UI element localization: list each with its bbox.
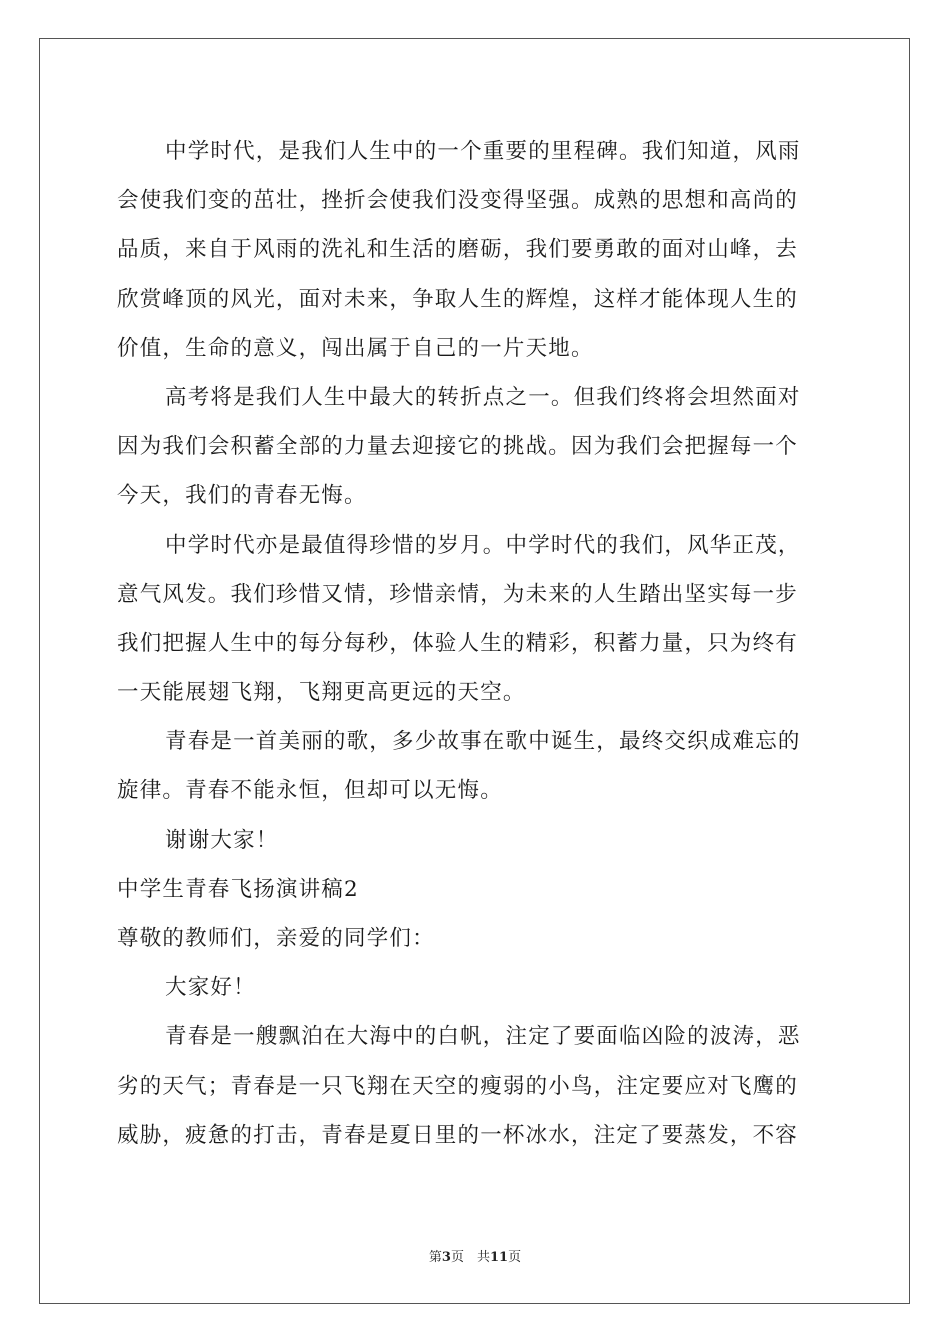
text-line: 意气风发。我们珍惜又情，珍惜亲情，为未来的人生踏出坚实每一步 <box>117 581 799 607</box>
text-line: 今天，我们的青春无悔。 <box>117 483 367 509</box>
page-number: 3 <box>441 1250 451 1265</box>
text-line: 旋律。青春不能永恒，但却可以无悔。 <box>117 778 503 804</box>
text-line: 一天能展翅飞翔，飞翔更高更远的天空。 <box>117 680 526 706</box>
text-line: 品质，来自于风雨的洗礼和生活的磨砺，我们要勇敢的面对山峰，去 <box>117 237 799 263</box>
document-body <box>117 127 833 1160</box>
text-line: 青春是一艘飘泊在大海中的白帆，注定了要面临凶险的波涛，恶 <box>165 1024 801 1050</box>
section-heading: 中学生青春飞扬演讲稿2 <box>117 876 359 902</box>
text-line: 价值，生命的意义，闯出属于自己的一片天地。 <box>117 335 594 361</box>
text-line: 中学时代亦是最值得珍惜的岁月。中学时代的我们，风华正茂， <box>165 532 801 558</box>
page-footer <box>0 1246 950 1265</box>
text-line: 欣赏峰顶的风光，面对未来，争取人生的辉煌，这样才能体现人生的 <box>117 286 799 312</box>
text-line: 因为我们会积蓄全部的力量去迎接它的挑战。因为我们会把握每一个 <box>117 434 799 460</box>
text-line: 劣的天气；青春是一只飞翔在天空的瘦弱的小鸟，注定要应对飞鹰的 <box>117 1073 799 1099</box>
text-line: 谢谢大家！ <box>165 827 279 853</box>
text-line: 青春是一首美丽的歌，多少故事在歌中诞生，最终交织成难忘的 <box>165 729 801 755</box>
text-line: 高考将是我们人生中最大的转折点之一。但我们终将会坦然面对 <box>165 384 801 410</box>
text-line: 威胁，疲惫的打击，青春是夏日里的一杯冰水，注定了要蒸发，不容 <box>117 1122 799 1148</box>
greeting: 大家好！ <box>165 975 256 1001</box>
text-line: 会使我们变的茁壮，挫折会使我们没变得坚强。成熟的思想和高尚的 <box>117 188 799 214</box>
footer-suffix: 页 <box>508 1250 522 1265</box>
text-line: 我们把握人生中的每分每秒，体验人生的精彩，积蓄力量，只为终有 <box>117 630 799 656</box>
page-total: 11 <box>489 1250 509 1265</box>
text-line: 中学时代，是我们人生中的一个重要的里程碑。我们知道，风雨 <box>165 139 801 164</box>
footer-prefix: 第 <box>428 1250 442 1265</box>
salutation: 尊敬的教师们，亲爱的同学们： <box>117 926 435 951</box>
footer-mid: 页 共 <box>450 1250 490 1265</box>
